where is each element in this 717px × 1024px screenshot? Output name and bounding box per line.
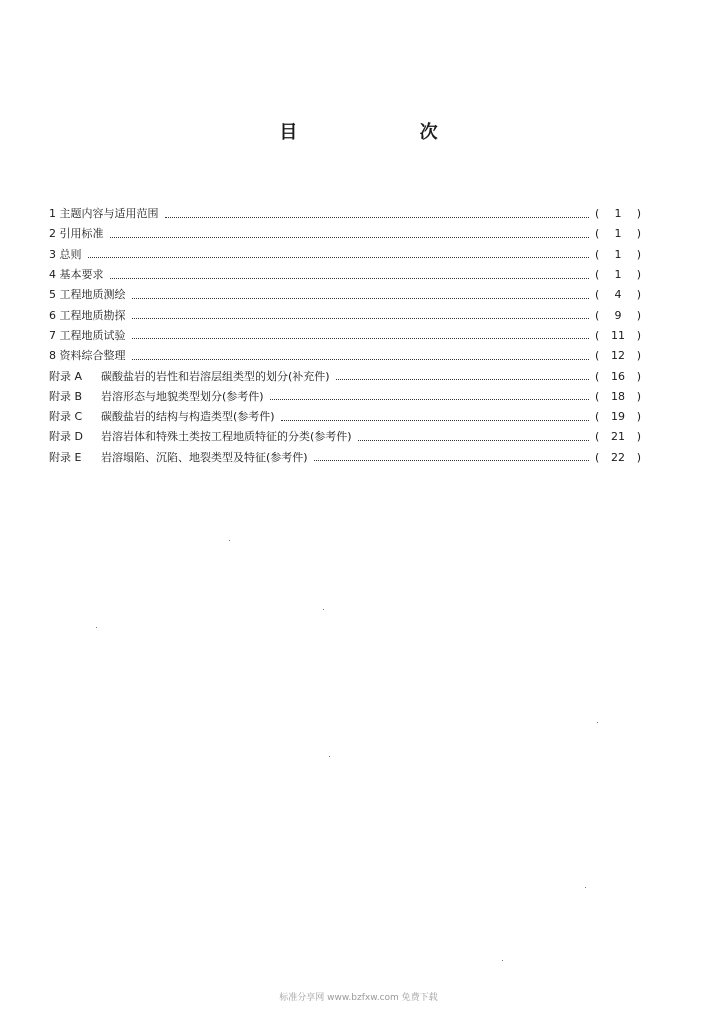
open-paren: ( <box>595 410 600 424</box>
page-reference <box>595 224 641 244</box>
toc-entry <box>49 427 641 447</box>
dot-leader <box>358 440 589 441</box>
dot-leader <box>132 298 590 299</box>
open-paren: ( <box>595 450 600 464</box>
open-paren: ( <box>595 288 600 302</box>
open-paren: ( <box>595 349 600 363</box>
toc-entry-title: 碳酸盐岩的岩性和岩溶层组类型的划分(补充件) <box>101 369 330 383</box>
toc-entry-label <box>49 285 130 305</box>
page-number: 1 <box>614 247 622 261</box>
dot-leader <box>110 278 590 279</box>
toc-entry-title: 3 总则 <box>49 247 82 261</box>
toc-entry-title: 碳酸盐岩的结构与构造类型(参考件) <box>101 410 275 424</box>
toc-entry-title: 6 工程地质勘探 <box>49 308 126 322</box>
page-reference <box>595 306 641 326</box>
close-paren: ) <box>636 389 641 403</box>
appendix-prefix: 附录 D <box>49 430 83 444</box>
table-of-contents <box>49 204 641 468</box>
toc-entry-title: 4 基本要求 <box>49 268 104 282</box>
open-paren: ( <box>595 247 600 261</box>
toc-entry-label <box>49 367 334 387</box>
close-paren: ) <box>636 288 641 302</box>
toc-entry <box>49 305 641 325</box>
toc-entry <box>49 326 641 346</box>
toc-entry-label <box>49 326 130 346</box>
toc-entry-title: 5 工程地质测绘 <box>49 288 126 302</box>
scan-speck <box>585 887 586 888</box>
dot-leader <box>336 379 589 380</box>
page-reference <box>595 448 641 468</box>
close-paren: ) <box>636 328 641 342</box>
appendix-prefix: 附录 E <box>49 450 82 464</box>
page-number: 1 <box>614 268 622 282</box>
close-paren: ) <box>636 268 641 282</box>
close-paren: ) <box>636 430 641 444</box>
toc-entry-label <box>49 346 130 366</box>
appendix-prefix: 附录 A <box>49 369 83 383</box>
toc-entry-label <box>49 204 163 224</box>
close-paren: ) <box>636 410 641 424</box>
open-paren: ( <box>595 389 600 403</box>
toc-entry-label <box>49 407 279 427</box>
dot-leader <box>281 420 589 421</box>
page-reference <box>595 427 641 447</box>
page-reference <box>595 245 641 265</box>
open-paren: ( <box>595 308 600 322</box>
page-number: 12 <box>611 349 625 363</box>
scan-speck <box>96 627 97 628</box>
page-reference <box>595 407 641 427</box>
dot-leader <box>132 359 590 360</box>
toc-entry <box>49 346 641 366</box>
page-number: 4 <box>614 288 622 302</box>
close-paren: ) <box>636 247 641 261</box>
close-paren: ) <box>636 349 641 363</box>
toc-entry-title: 7 工程地质试验 <box>49 328 126 342</box>
scan-speck <box>597 722 598 723</box>
toc-entry <box>49 407 641 427</box>
toc-entry-title: 岩溶塌陷、沉陷、地裂类型及特征(参考件) <box>101 450 308 464</box>
open-paren: ( <box>595 430 600 444</box>
dot-leader <box>110 237 590 238</box>
page-number: 1 <box>614 227 622 241</box>
page-title: 目 次 <box>279 122 496 143</box>
dot-leader <box>132 338 590 339</box>
close-paren: ) <box>636 308 641 322</box>
dot-leader <box>270 399 589 400</box>
toc-entry <box>49 387 641 407</box>
scan-speck <box>323 609 324 610</box>
toc-entry-title: 2 引用标准 <box>49 227 104 241</box>
toc-entry-label <box>49 387 268 407</box>
page-reference <box>595 285 641 305</box>
scan-speck <box>229 540 230 541</box>
page-number: 18 <box>611 389 625 403</box>
page-reference <box>595 265 641 285</box>
close-paren: ) <box>636 227 641 241</box>
open-paren: ( <box>595 328 600 342</box>
toc-entry-label <box>49 224 108 244</box>
toc-entry-title: 8 资料综合整理 <box>49 349 126 363</box>
page-number: 19 <box>611 410 625 424</box>
toc-entry <box>49 448 641 468</box>
appendix-prefix: 附录 B <box>49 389 83 403</box>
open-paren: ( <box>595 369 600 383</box>
dot-leader <box>88 257 590 258</box>
page-reference <box>595 346 641 366</box>
scan-speck <box>502 960 503 961</box>
dot-leader <box>314 460 589 461</box>
close-paren: ) <box>636 450 641 464</box>
page-reference <box>595 367 641 387</box>
toc-entry-label <box>49 306 130 326</box>
page-number: 21 <box>611 430 625 444</box>
open-paren: ( <box>595 207 600 221</box>
toc-entry <box>49 245 641 265</box>
toc-entry <box>49 204 641 224</box>
toc-entry-title: 岩溶形态与地貌类型划分(参考件) <box>101 389 264 403</box>
toc-entry <box>49 366 641 386</box>
page-reference <box>595 204 641 224</box>
page-reference <box>595 387 641 407</box>
page-number: 1 <box>614 207 622 221</box>
toc-entry-label <box>49 245 86 265</box>
close-paren: ) <box>636 207 641 221</box>
page-number: 16 <box>611 369 625 383</box>
toc-entry-label <box>49 448 312 468</box>
scan-speck <box>329 756 330 757</box>
footer-watermark: 标准分享网 www.bzfxw.com 免费下载 <box>279 993 438 1003</box>
page-number: 9 <box>614 308 622 322</box>
toc-entry <box>49 285 641 305</box>
close-paren: ) <box>636 369 641 383</box>
toc-entry-label <box>49 265 108 285</box>
toc-entry <box>49 265 641 285</box>
toc-entry-title: 岩溶岩体和特殊土类按工程地质特征的分类(参考件) <box>101 430 352 444</box>
toc-entry <box>49 224 641 244</box>
page-number: 22 <box>611 450 625 464</box>
page-number: 11 <box>611 328 625 342</box>
dot-leader <box>165 217 590 218</box>
open-paren: ( <box>595 268 600 282</box>
toc-entry-title: 1 主题内容与适用范围 <box>49 207 159 221</box>
toc-entry-label <box>49 427 356 447</box>
open-paren: ( <box>595 227 600 241</box>
appendix-prefix: 附录 C <box>49 410 83 424</box>
page-reference <box>595 326 641 346</box>
dot-leader <box>132 318 590 319</box>
